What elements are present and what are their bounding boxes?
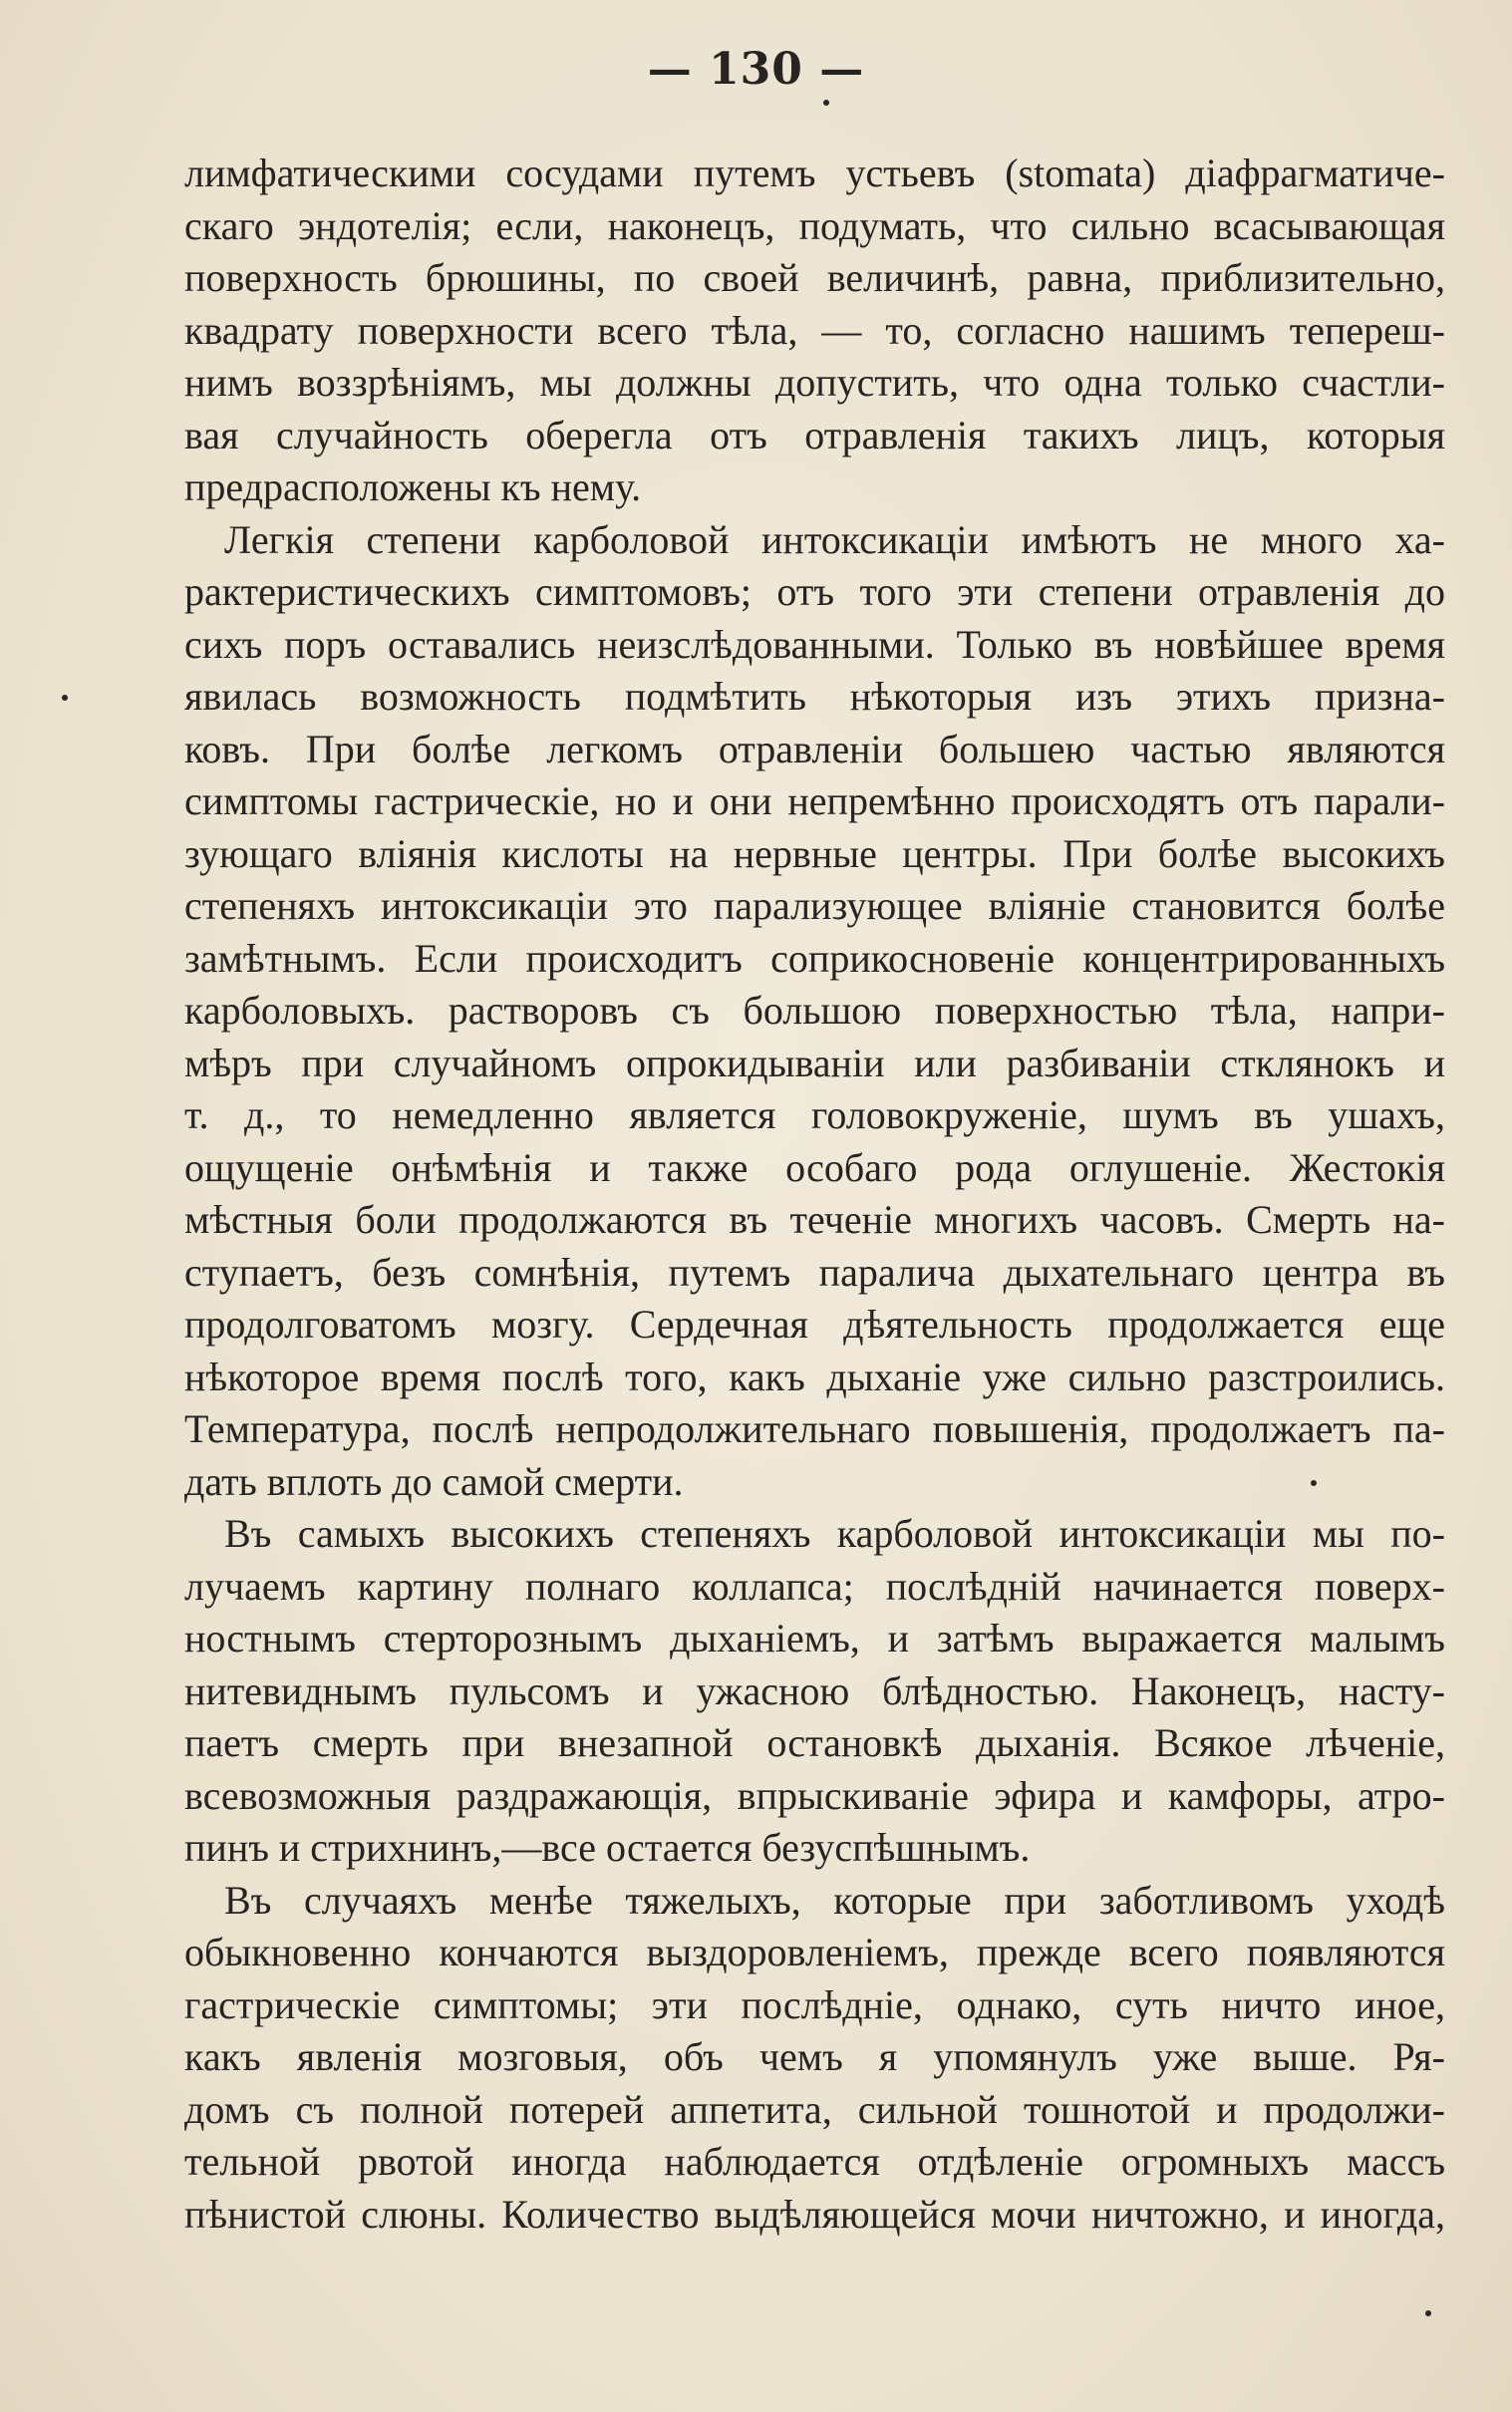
text-line: нѣкоторое время послѣ того, какъ дыханіе уже сильно разстроились. [184, 1354, 1445, 1399]
text-line: продолговатомъ мозгу. Сердечная дѣятельность продолжается еще [184, 1302, 1445, 1347]
paragraph [184, 1508, 1445, 1875]
text-line: Въ случаяхъ менѣе тяжелыхъ, которые при заботливомъ уходѣ [224, 1877, 1445, 1923]
text-line: ощущеніе онѣмѣнія и также особаго рода оглушеніе. Жестокія [184, 1144, 1445, 1190]
text-line: всевозможныя раздражающія, впрыскиваніе эфира и камфоры, атро- [184, 1772, 1445, 1818]
body-text [184, 148, 1445, 2241]
paragraph [184, 148, 1445, 514]
text-line: гастрическіе симптомы; эти послѣдніе, однако, суть ничто иное, [184, 1981, 1445, 2027]
text-line: ностнымъ стерторознымъ дыханіемъ, и затѣмъ выражается малымъ [184, 1616, 1445, 1660]
text-line: замѣтнымъ. Если происходитъ соприкосновеніе концентрированныхъ [184, 935, 1445, 981]
text-line: обыкновенно кончаются выздоровленіемъ, прежде всего появляются [184, 1930, 1445, 1974]
text-line: пинъ и стрихнинъ,—все остается безуспѣшнымъ. [184, 1825, 1031, 1870]
text-line: домъ съ полной потерей аппетита, сильной тошнотой и продолжи- [184, 2086, 1445, 2132]
text-line: скаго эндотелія; если, наконецъ, подумать, что сильно всасывающая [184, 202, 1445, 248]
text-line: тельной рвотой иногда наблюдается отдѣленіе огромныхъ массъ [184, 2139, 1445, 2184]
print-speck [823, 100, 829, 106]
text-line: симптомы гастрическіе, но и они непремѣнно происходятъ отъ парали- [184, 778, 1445, 823]
text-line: зующаго вліянія кислоты на нервные центры. При болѣе высокихъ [184, 830, 1445, 876]
text-line: ковъ. При болѣе легкомъ отравленіи большею частью являются [184, 726, 1445, 771]
text-line: сихъ поръ оставались неизслѣдованными. Только въ новѣйшее время [184, 621, 1445, 667]
text-line: рактеристическихъ симптомовъ; отъ того эти степени отравленія до [184, 569, 1445, 614]
text-line: мѣръ при случайномъ опрокидываніи или разбиваніи стклянокъ и [184, 1040, 1445, 1085]
text-line: карболовыхъ. растворовъ съ большою поверхностью тѣла, напри- [184, 988, 1445, 1033]
text-line: степеняхъ интоксикаціи это парализующее вліяніе становится болѣе [184, 883, 1445, 928]
text-line: дать вплоть до самой смерти. [184, 1458, 684, 1504]
text-line: квадрату поверхности всего тѣла, — то, согласно нашимъ тепереш- [184, 307, 1445, 353]
text-line: вая случайность оберегла отъ отравленія такихъ лицъ, которыя [184, 412, 1445, 457]
text-line: ступаетъ, безъ сомнѣнія, путемъ паралича дыхательнаго центра въ [184, 1249, 1445, 1295]
text-line: нимъ воззрѣніямъ, мы должны допустить, что одна только счастли- [184, 360, 1445, 405]
paragraph [184, 1875, 1445, 2242]
text-line: Легкія степени карболовой интоксикаціи имѣютъ не много ха- [224, 516, 1445, 562]
paragraph [184, 514, 1445, 1509]
text-line: паетъ смерть при внезапной остановкѣ дыханія. Всякое лѣченіе, [184, 1720, 1445, 1765]
print-speck [1425, 2310, 1431, 2316]
print-speck [1311, 1480, 1317, 1486]
text-line: какъ явленія мозговыя, объ чемъ я упомянулъ уже выше. Ря- [184, 2034, 1445, 2079]
text-line: поверхность брюшины, по своей величинѣ, равна, приблизительно, [184, 255, 1445, 300]
text-line: лучаемъ картину полнаго коллапса; послѣдній начинается поверх- [184, 1563, 1445, 1609]
text-line: мѣстныя боли продолжаются въ теченіе многихъ часовъ. Смерть на- [184, 1197, 1445, 1242]
page-number: — 130 — [647, 44, 865, 95]
text-line: предрасположены къ нему. [184, 464, 642, 509]
print-speck [62, 695, 68, 701]
text-line: Въ самыхъ высокихъ степеняхъ карболовой интоксикаціи мы по- [224, 1511, 1445, 1556]
text-line: пѣнистой слюны. Количество выдѣляющейся мочи ничтожно, и иногда, [184, 2191, 1445, 2237]
text-line: т. д., то немедленно является головокруженіе, шумъ въ ушахъ, [184, 1092, 1445, 1137]
text-line: Температура, послѣ непродолжительнаго повышенія, продолжаетъ па- [184, 1406, 1445, 1451]
text-line: нитевиднымъ пульсомъ и ужасною блѣдностью. Наконецъ, насту- [184, 1667, 1445, 1713]
text-line: явилась возможность подмѣтить нѣкоторыя изъ этихъ призна- [184, 674, 1445, 719]
text-line: лимфатическими сосудами путемъ устьевъ (stomata) діафрагматиче- [184, 151, 1445, 195]
